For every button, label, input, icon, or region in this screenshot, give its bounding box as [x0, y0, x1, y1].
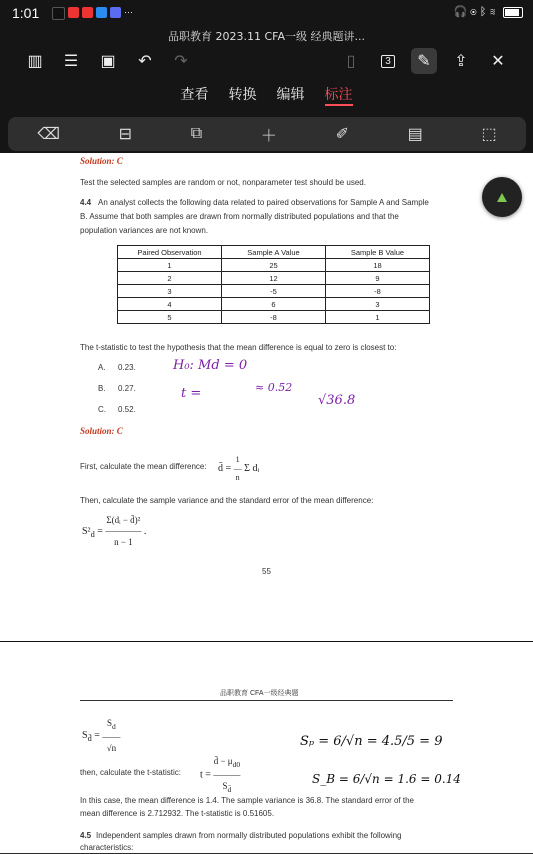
handwritten-sp: Sₚ = 6/√n = 4.5/5 = 9	[300, 734, 443, 749]
notification-icons	[52, 7, 133, 20]
table-row	[118, 272, 430, 285]
tab-edit[interactable]: 编辑	[276, 87, 305, 103]
table-cell: 18	[326, 259, 430, 272]
status-right-icons	[453, 5, 523, 18]
table-header: Sample A Value	[222, 246, 326, 259]
question-text-1: An analyst collects the following data related to paired observations for Sample A and Sample	[98, 198, 429, 207]
result-line-2: mean difference is 2.712932. The t-statistic is 0.51605.	[80, 809, 275, 818]
tab-convert[interactable]: 转换	[228, 87, 257, 103]
wifi-icon: ≋	[489, 6, 499, 18]
tab-view[interactable]: 查看	[180, 87, 209, 103]
option-c-value: 0.52.	[118, 405, 136, 414]
handwritten-approx: ≈ 0.52	[255, 381, 293, 394]
share-icon[interactable]: ⇪	[454, 53, 468, 70]
table-row	[118, 311, 430, 324]
handwritten-t: t =	[181, 386, 202, 401]
handwritten-sb: S_B = 6/√n = 1.6 = 0.14	[312, 772, 461, 786]
question-text-3: population variances are not known.	[80, 226, 209, 235]
page-count: 3	[381, 55, 395, 68]
floating-pen-button[interactable]	[482, 177, 522, 217]
option-b-letter: B.	[98, 384, 106, 393]
mean-difference-formula: d̄ = 1 ― n Σ dᵢ	[218, 455, 260, 482]
menu-icon[interactable]: ☰	[63, 53, 79, 70]
question-number: 4.4	[80, 198, 92, 207]
result-line-1: In this case, the mean difference is 1.4. The sample variance is 36.8. The standard error of the	[80, 796, 414, 805]
app-notif-icon	[110, 7, 121, 18]
pdf-page-56	[0, 648, 533, 853]
table-cell: 5	[118, 311, 222, 324]
app-top-bar	[0, 0, 533, 153]
page-count-button[interactable]	[375, 48, 401, 74]
status-bar	[0, 0, 533, 26]
view-mode-icon[interactable]: ▯	[346, 53, 356, 70]
q45-number: 4.5	[80, 831, 92, 840]
t-statistic-formula: t = d̄ − $\mu_{d0}$ ――― $S_{d̄}$	[200, 756, 241, 794]
header-rule	[80, 700, 453, 701]
headphones-icon: 🎧	[453, 6, 471, 18]
table-cell: 1	[326, 311, 430, 324]
save-icon[interactable]: ▣	[100, 53, 116, 70]
annotation-toolbar	[8, 117, 526, 151]
eye-icon: ◉	[470, 6, 480, 18]
eraser-icon[interactable]: ⌫	[37, 126, 60, 143]
pdf-page-55	[0, 153, 533, 641]
app-notif-icon	[82, 7, 93, 18]
table-cell: 6	[222, 298, 326, 311]
step-variance: Then, calculate the sample variance and the standard error of the mean difference:	[80, 496, 374, 505]
table-row	[118, 285, 430, 298]
table-cell: -5	[222, 285, 326, 298]
question-prompt: The t-statistic to test the hypothesis that the mean difference is equal to zero is closest to:	[80, 343, 397, 352]
app-notif-icon	[68, 7, 79, 18]
table-row	[118, 259, 430, 272]
q45-text-2: characteristics:	[80, 843, 134, 852]
app-notif-icon	[96, 7, 107, 18]
table-header: Sample B Value	[326, 246, 430, 259]
table-header-row	[118, 246, 430, 259]
table-cell: 4	[118, 298, 222, 311]
bluetooth-icon: ᛒ	[479, 6, 490, 18]
tiktok-icon	[52, 7, 65, 20]
sidebar-toggle-icon[interactable]: ▥	[27, 53, 43, 70]
nonparam-text: Test the selected samples are random or not, nonparameter test should be used.	[80, 178, 366, 187]
option-a-value: 0.23.	[118, 363, 136, 372]
table-cell: 12	[222, 272, 326, 285]
table-header: Paired Observation	[118, 246, 222, 259]
table-cell: 1	[118, 259, 222, 272]
tab-annotate[interactable]: 标注	[325, 84, 353, 106]
pen-icon[interactable]: ✎	[411, 48, 437, 74]
option-a-letter: A.	[98, 363, 106, 372]
area-select-icon[interactable]: ⬚	[481, 126, 497, 143]
solution-label-prev: Solution: C	[80, 156, 123, 166]
undo-icon[interactable]: ↶	[138, 53, 152, 70]
page-header: 品职教育 CFA一级经典题	[220, 690, 299, 697]
table-cell: 3	[118, 285, 222, 298]
document-title: 品职教育 2023.11 CFA一级 经典题讲...	[168, 30, 365, 43]
redo-icon[interactable]: ↷	[174, 53, 188, 70]
variance-formula: $S^2_d$ = Σ(dᵢ − d̄)² ―――― n − 1 .	[82, 515, 147, 547]
table-cell: 9	[326, 272, 430, 285]
calc-t-text: then, calculate the t-statistic:	[80, 768, 181, 777]
more-notifications-icon: ···	[124, 7, 133, 17]
option-c-letter: C.	[98, 405, 106, 414]
paired-observation-table	[117, 245, 430, 324]
step-mean-difference: First, calculate the mean difference:	[80, 462, 207, 471]
add-icon[interactable]: ＋	[260, 127, 277, 145]
text-box-icon[interactable]: ⊟	[118, 126, 133, 143]
table-cell: 25	[222, 259, 326, 272]
pen-tip-icon	[497, 193, 507, 202]
q45-text-1: Independent samples drawn from normally distributed populations exhibit the following	[96, 831, 402, 840]
table-cell: 3	[326, 298, 430, 311]
comment-icon[interactable]: ▤	[407, 126, 423, 143]
table-cell: -8	[222, 311, 326, 324]
table-cell: 2	[118, 272, 222, 285]
close-icon[interactable]: ✕	[491, 53, 505, 70]
mode-tabs	[0, 84, 533, 106]
question-text-2: B. Assume that both samples are drawn from normally distributed populations and that the	[80, 212, 399, 221]
shape-icon[interactable]: ⧉	[190, 125, 203, 142]
battery-icon	[503, 7, 523, 18]
standard-error-formula: $S_{d̄} = S_d$ ―― √n	[82, 718, 121, 753]
table-cell: -8	[326, 285, 430, 298]
handwritten-sqrt: √36.8	[318, 393, 356, 408]
page-number: 55	[262, 567, 271, 576]
status-time: 1:01	[12, 5, 40, 21]
solution-label: Solution: C	[80, 426, 123, 436]
main-toolbar	[0, 48, 533, 78]
highlighter-icon[interactable]: ✐	[335, 126, 349, 143]
handwritten-hypothesis: H₀: Md = 0	[173, 358, 248, 373]
option-b-value: 0.27.	[118, 384, 136, 393]
table-row	[118, 298, 430, 311]
